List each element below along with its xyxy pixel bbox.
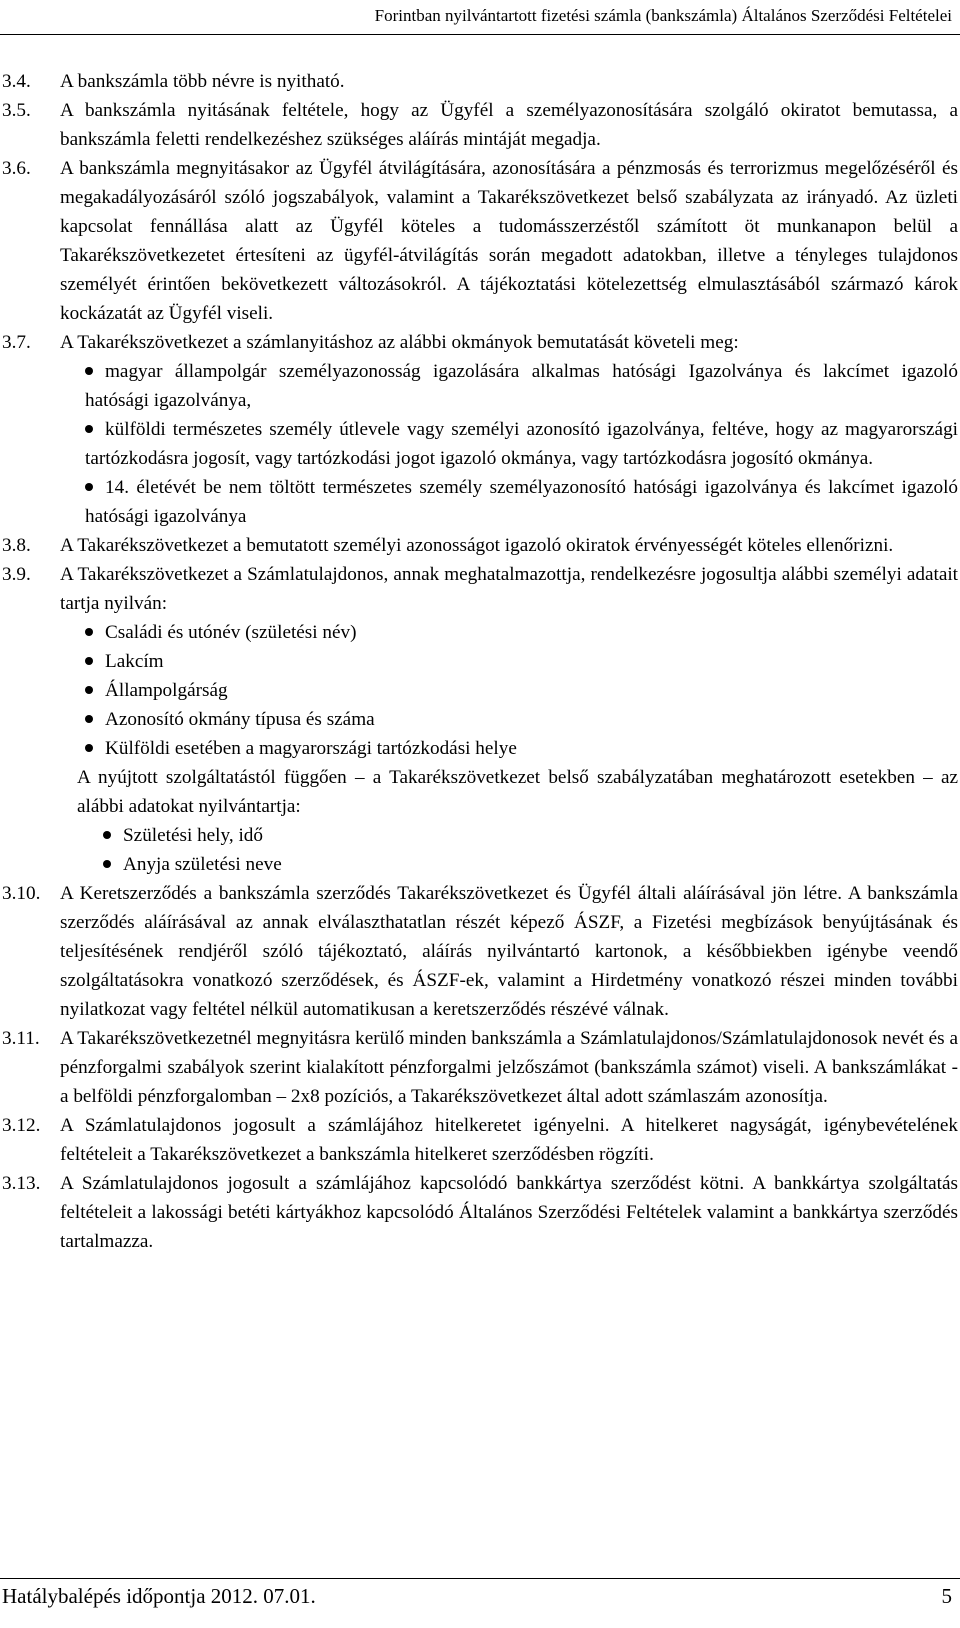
section-number: 3.10. xyxy=(2,883,41,904)
section-3-8 xyxy=(2,531,958,560)
list-item-text: magyar állampolgár személyazonosság igazolására alkalmas hatósági Igazolványa és lakcímet igazoló hatósági igazolványa, xyxy=(85,361,958,411)
section-text: A bankszámla nyitásának feltétele, hogy az Ügyfél a személyazonosítására szolgáló okiratot bemutassa, a bankszámla feletti rendelkezéshez szükséges aláírás mintáját megadja. xyxy=(60,100,958,150)
section-3-11 xyxy=(2,1024,958,1111)
section-text: A Takarékszövetkezet a számlanyitáshoz az alábbi okmányok bemutatását követeli meg: xyxy=(60,332,739,353)
additional-data-list xyxy=(60,821,958,879)
effective-date: Hatálybalépés időpontja 2012. 07.01. xyxy=(2,1584,316,1608)
section-number: 3.4. xyxy=(2,71,31,92)
list-item-text: Azonosító okmány típusa és száma xyxy=(105,709,375,730)
list-item xyxy=(85,676,958,705)
bullet-icon xyxy=(103,831,111,839)
list-item xyxy=(85,705,958,734)
bullet-icon xyxy=(85,367,93,375)
section-number: 3.11. xyxy=(2,1028,40,1049)
section-number: 3.7. xyxy=(2,332,31,353)
additional-data-intro: A nyújtott szolgáltatástól függően – a Takarékszövetkezet belső szabályzatában meghatározott esetekben – az alábbi adatokat nyilvántartja: xyxy=(77,767,958,817)
list-item xyxy=(85,473,958,531)
list-item-text: Külföldi esetében a magyarországi tartózkodási helye xyxy=(105,738,517,759)
list-item xyxy=(85,647,958,676)
document-body xyxy=(2,67,958,1256)
list-item-text: 14. életévét be nem töltött természetes személy személyazonosító hatósági igazolványa és lakcímet igazoló hatósági igazolványa xyxy=(85,477,958,527)
section-3-7 xyxy=(2,328,958,531)
section-number: 3.6. xyxy=(2,158,31,179)
footer-rule xyxy=(0,1578,960,1579)
section-3-5 xyxy=(2,96,958,154)
page-footer xyxy=(2,1584,952,1609)
section-number: 3.8. xyxy=(2,535,31,556)
list-item-text: Születési hely, idő xyxy=(123,825,263,846)
running-header: Forintban nyilvántartott fizetési számla (bankszámla) Általános Szerződési Feltételei xyxy=(374,6,952,25)
section-text: A Számlatulajdonos jogosult a számlájához hitelkeretet igényelni. A hitelkeret nagyságát, igénybevételének feltételeit a Takarékszövetkezet a bankszámla hitelkeret szerződésben rögzíti. xyxy=(60,1115,958,1165)
list-item xyxy=(85,618,958,647)
bullet-icon xyxy=(85,628,93,636)
section-number: 3.9. xyxy=(2,564,31,585)
header-rule xyxy=(0,34,960,35)
section-3-9 xyxy=(2,560,958,879)
section-3-10 xyxy=(2,879,958,1024)
list-item xyxy=(103,821,958,850)
list-item-text: Lakcím xyxy=(105,651,164,672)
section-text: A bankszámla megnyitásakor az Ügyfél átvilágítására, azonosítására a pénzmosás és terrorizmus megelőzéséről és megakadályozásáról szóló jogszabályok, valamint a Takarékszövetkezet belső szabályzata az irányadó. Az üzleti kapcsolat fennállása alatt az Ügyfél köteles a tudomásszerzéstől számított öt munkanapon belül a Takarékszövetkezetet értesíteni az ügyfél-átvilágítás során megadott adatokban, illetve a tényleges tulajdonos személyét érintően bekövetkezett változásokról. A tájékoztatási kötelezettség elmulasztásából származó károk kockázatát az Ügyfél viseli. xyxy=(60,158,958,324)
bullet-icon xyxy=(103,860,111,868)
list-item-text: Anyja születési neve xyxy=(123,854,282,875)
personal-data-list xyxy=(60,618,958,763)
list-item xyxy=(85,415,958,473)
required-documents-list xyxy=(60,357,958,531)
section-text: A Takarékszövetkezet a bemutatott személyi azonosságot igazoló okiratok érvényességét köteles ellenőrizni. xyxy=(60,535,894,556)
list-item-text: külföldi természetes személy útlevele vagy személyi azonosító igazolványa, feltéve, hogy az magyarországi tartózkodásra jogosít, vagy tartózkodási jogot igazoló okmánya, vagy tartózkodásra jogosító okmánya. xyxy=(85,419,958,469)
section-number: 3.5. xyxy=(2,100,31,121)
section-text: A Takarékszövetkezetnél megnyitásra kerülő minden bankszámla a Számlatulajdonos/Számlatulajdonosok nevét és a pénzforgalmi szabályok szerint kialakított pénzforgalmi jelzőszámot (bankszámla számot) viseli. A bankszámlákat - a belföldi pénzforgalomban – 2x8 pozíciós, a Takarékszövetkezet által adott számlaszám azonosítja. xyxy=(60,1028,958,1107)
section-3-12 xyxy=(2,1111,958,1169)
bullet-icon xyxy=(85,425,93,433)
page-number: 5 xyxy=(941,1584,952,1608)
list-item-text: Családi és utónév (születési név) xyxy=(105,622,357,643)
bullet-icon xyxy=(85,686,93,694)
bullet-icon xyxy=(85,744,93,752)
section-text: A Takarékszövetkezet a Számlatulajdonos, annak meghatalmazottja, rendelkezésre jogosultja alábbi személyi adatait tartja nyilván: xyxy=(60,564,958,614)
section-number: 3.13. xyxy=(2,1173,41,1194)
list-item xyxy=(85,357,958,415)
list-item xyxy=(85,734,958,763)
list-item-text: Állampolgárság xyxy=(105,680,228,701)
section-text: A Számlatulajdonos jogosult a számlájához kapcsolódó bankkártya szerződést kötni. A bankkártya szolgáltatás feltételeit a lakossági betéti kártyákhoz kapcsolódó Általános Szerződési Feltételek valamint a bankkártya szerződés tartalmazza. xyxy=(60,1173,958,1252)
bullet-icon xyxy=(85,657,93,665)
section-3-13 xyxy=(2,1169,958,1256)
bullet-icon xyxy=(85,483,93,491)
section-3-6 xyxy=(2,154,958,328)
section-text: A Keretszerződés a bankszámla szerződés Takarékszövetkezet és Ügyfél általi aláírásával jön létre. A bankszámla szerződés aláírásával az annak elválaszthatatlan részét képező ÁSZF, a Fizetési megbízások benyújtásának és teljesítésének rendjéről szóló tájékoztató, aláírás nyilvántartó kartonok, a későbbiekben igénybe veendő szolgáltatásokra vonatkozó szerződések, és ÁSZF-ek, valamint a Hirdetmény vonatkozó részei minden további nyilatkozat vagy feltétel nélkül automatikusan a keretszerződés részévé válnak. xyxy=(60,883,958,1020)
section-number: 3.12. xyxy=(2,1115,41,1136)
list-item xyxy=(103,850,958,879)
bullet-icon xyxy=(85,715,93,723)
section-text: A bankszámla több névre is nyitható. xyxy=(60,71,345,92)
section-3-4 xyxy=(2,67,958,96)
